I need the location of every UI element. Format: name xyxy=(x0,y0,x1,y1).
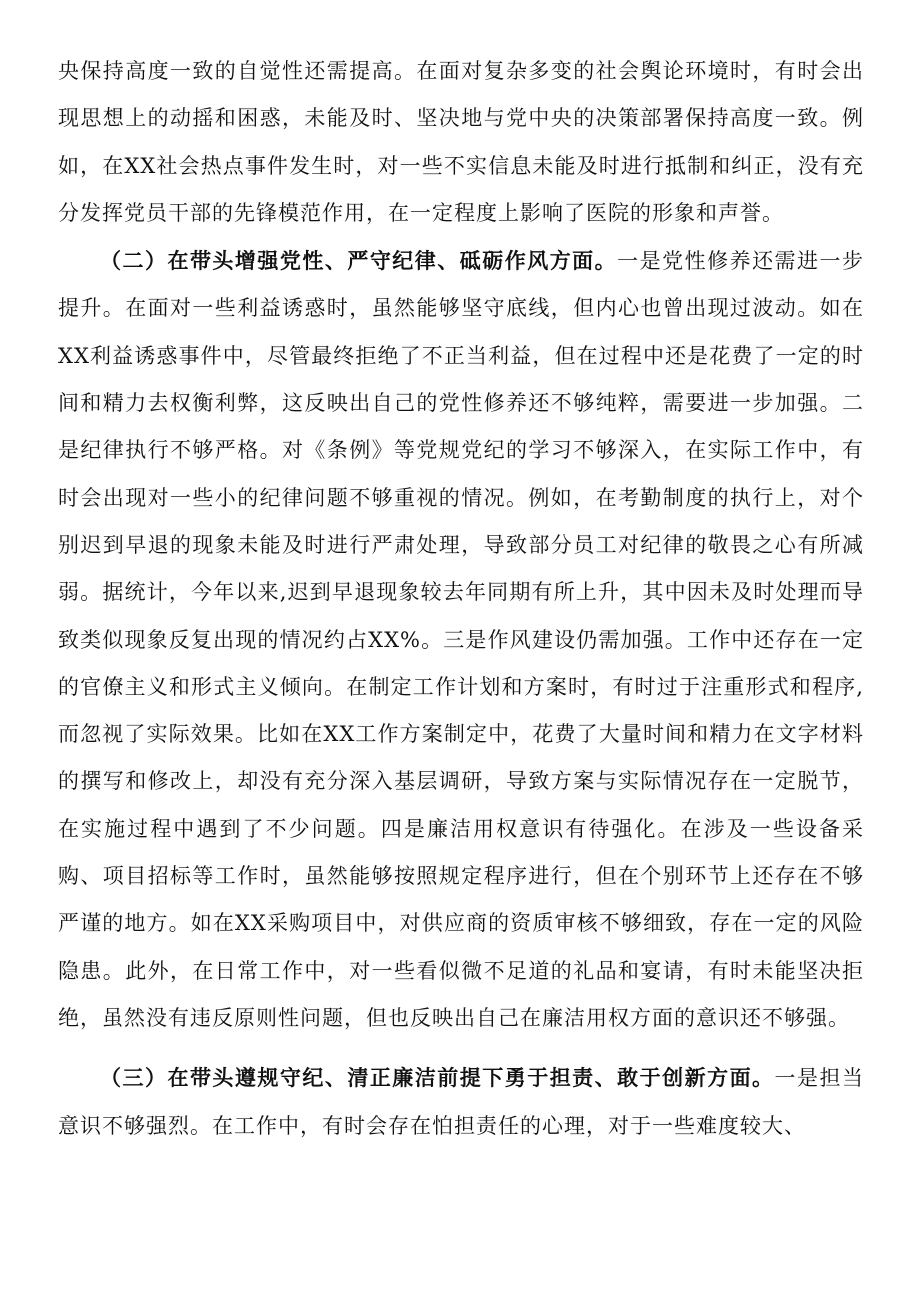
paragraph-body: 央保持高度一致的自觉性还需提高。在面对复杂多变的社会舆论环境时，有时会出现思想上的动摇和困惑，未能及时、坚决地与党中央的决策部署保持高度一致。例如，在XX社会热点事件发生时，对一些不实信息未能及时进行抵制和纠正，没有充分发挥党员干部的先锋模范作用，在一定程度上影响了医院的形象和声誉。 xyxy=(58,59,864,225)
paragraph-continuation xyxy=(58,48,864,237)
section-heading-3: （三）在带头遵规守纪、清正廉洁前提下勇于担责、敢于创新方面。 xyxy=(100,1065,775,1091)
paragraph-body: 一是党性修养还需进一步提升。在面对一些利益诱惑时，虽然能够坚守底线，但内心也曾出现过波动。如在XX利益诱惑事件中，尽管最终拒绝了不正当利益，但在过程中还是花费了一定的时间和精力去权衡利弊，这反映出自己的党性修养还不够纯粹，需要进一步加强。二是纪律执行不够严格。对《条例》等党规党纪的学习不够深入，在实际工作中，有时会出现对一些小的纪律问题不够重视的情况。例如，在考勤制度的执行上，对个别迟到早退的现象未能及时进行严肃处理，导致部分员工对纪律的敬畏之心有所减弱。据统计，今年以来,迟到早退现象较去年同期有所上升，其中因未及时处理而导致类似现象反复出现的情况约占XX%。三是作风建设仍需加强。工作中还存在一定的官僚主义和形式主义倾向。在制定工作计划和方案时，有时过于注重形式和程序,而忽视了实际效果。比如在XX工作方案制定中，花费了大量时间和精力在文字材料的撰写和修改上，却没有充分深入基层调研，导致方案与实际情况存在一定脱节，在实施过程中遇到了不少问题。四是廉洁用权意识有待强化。在涉及一些设备采购、项目招标等工作时，虽然能够按照规定程序进行，但在个别环节上还存在不够严谨的地方。如在XX采购项目中，对供应商的资质审核不够细致，存在一定的风险隐患。此外，在日常工作中，对一些看似微不足道的礼品和宴请，有时未能坚决拒绝，虽然没有违反原则性问题，但也反映出自己在廉洁用权方面的意识还不够强。 xyxy=(58,249,865,1030)
paragraph-section-2 xyxy=(58,237,864,1042)
section-heading-2: （二）在带头增强党性、严守纪律、砥砺作风方面。 xyxy=(100,248,618,274)
paragraph-body: 一是担当意识不够强烈。在工作中，有时会存在怕担责任的心理，对于一些难度较大、 xyxy=(58,1066,865,1138)
paragraph-section-3 xyxy=(58,1054,864,1150)
document-body xyxy=(58,48,864,1150)
